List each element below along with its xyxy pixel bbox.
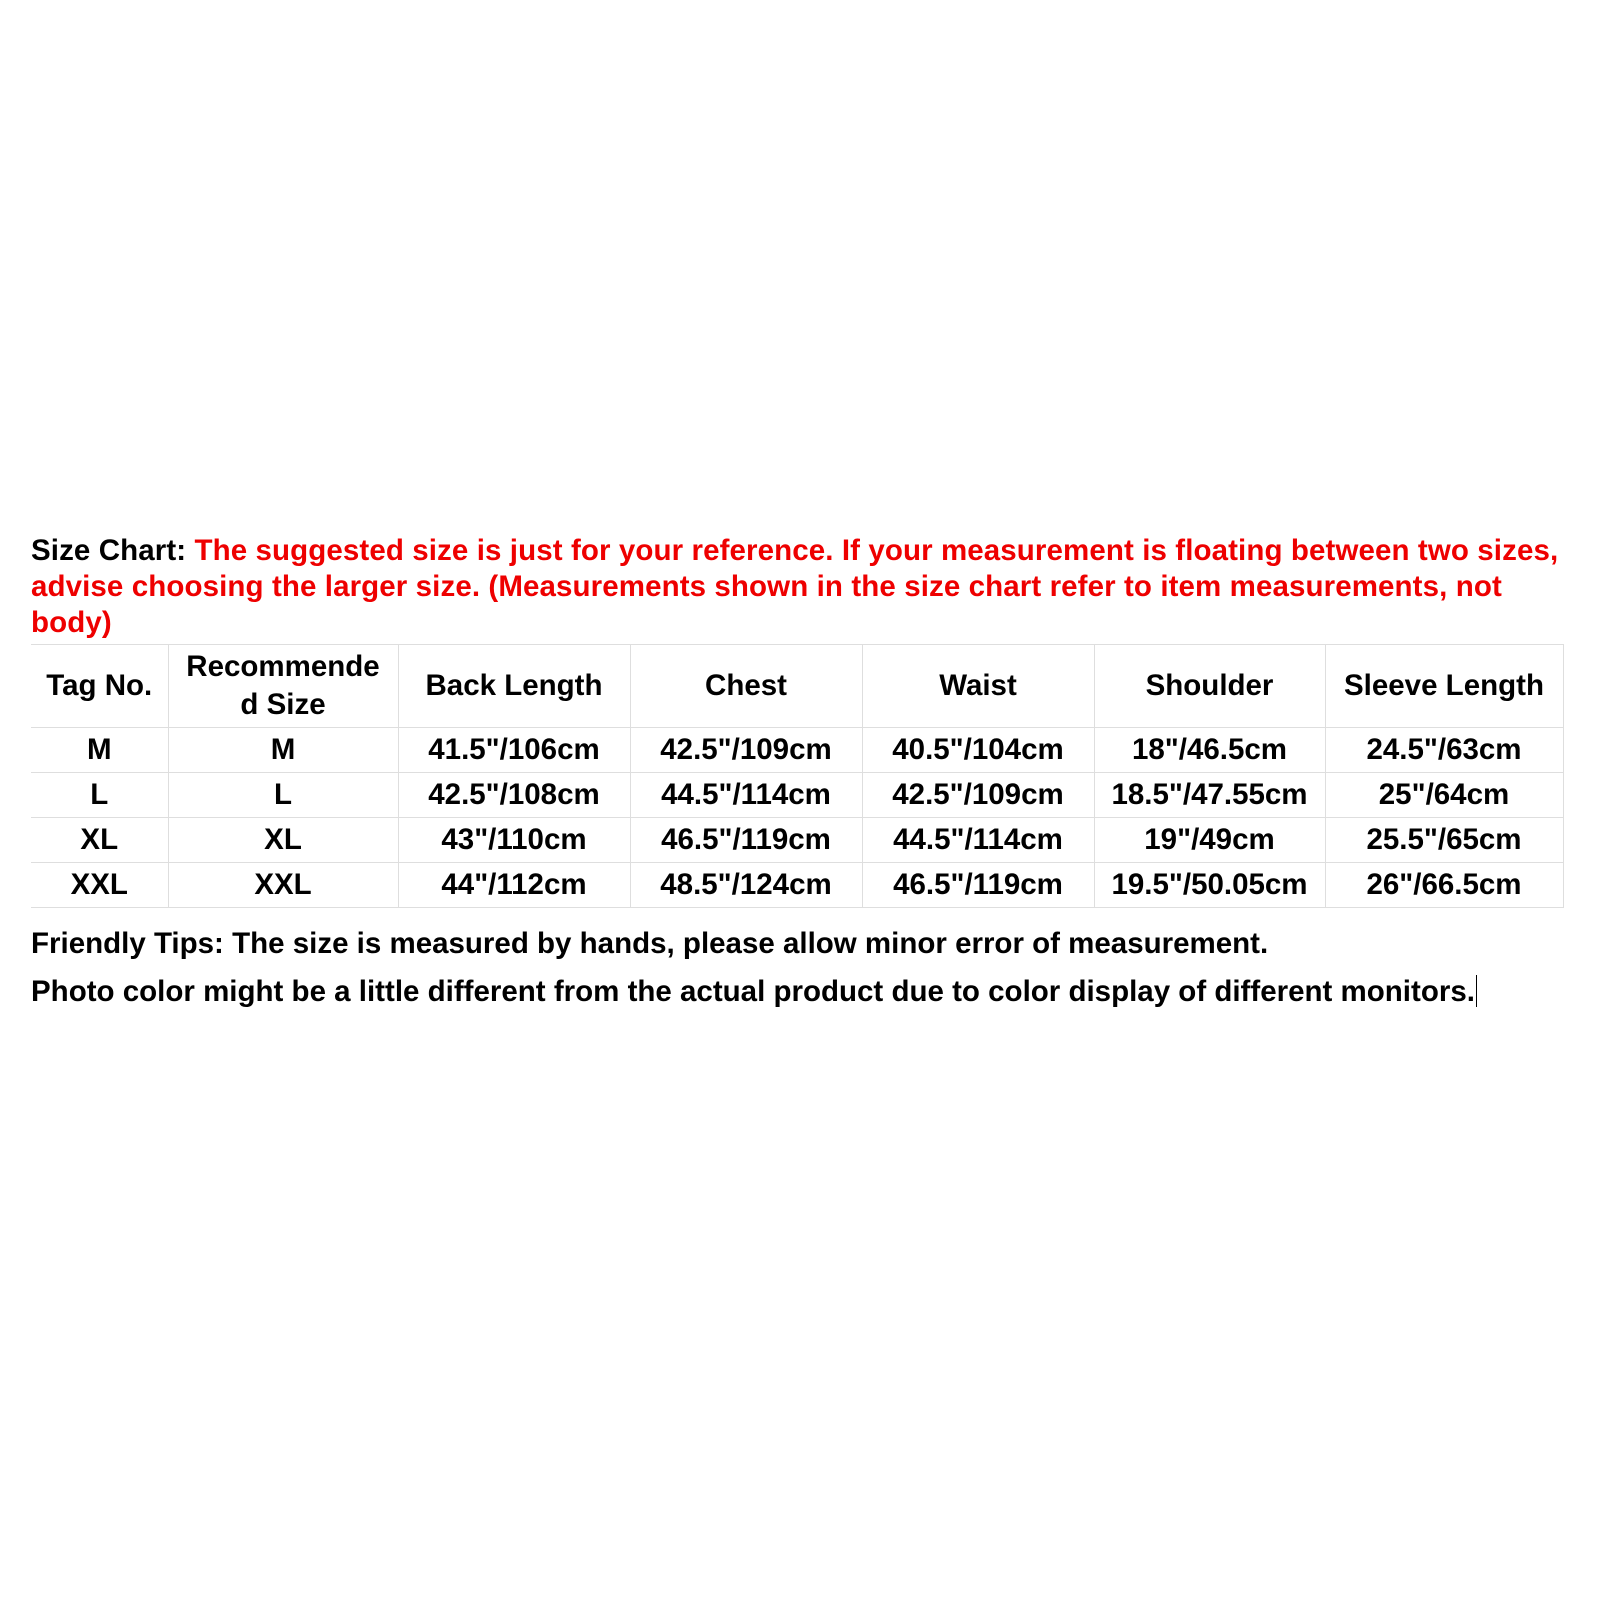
cell-shoulder: 18"/46.5cm (1094, 728, 1325, 773)
cell-shoulder: 19"/49cm (1094, 818, 1325, 863)
friendly-tips: Friendly Tips: The size is measured by hands, please allow minor error of measurement. (31, 927, 1269, 960)
cell-shoulder: 18.5"/47.55cm (1094, 773, 1325, 818)
header-recommended-line1: Recommende (186, 650, 380, 683)
header-recommended-line2: d Size (240, 688, 326, 721)
cell-recommended-size: M (168, 728, 398, 773)
size-chart-intro (31, 533, 1571, 641)
photo-color-note (31, 974, 1571, 1010)
size-chart-label: Size Chart: (31, 534, 187, 567)
cell-sleeve-length: 25"/64cm (1325, 773, 1563, 818)
cell-chest: 42.5"/109cm (630, 728, 862, 773)
size-advice-note: The suggested size is just for your reference. If your measurement is floating between two sizes, advise choosing the larger size. (Measurements shown in the size chart refer to item measurements, not body) (31, 534, 1559, 639)
cell-waist: 44.5"/114cm (862, 818, 1094, 863)
cell-shoulder: 19.5"/50.05cm (1094, 863, 1325, 908)
cell-waist: 40.5"/104cm (862, 728, 1094, 773)
cell-tag-no: XXL (31, 863, 168, 908)
header-tag-no: Tag No. (31, 645, 168, 728)
table-row (31, 818, 1563, 863)
cell-waist: 42.5"/109cm (862, 773, 1094, 818)
photo-color-note-text: Photo color might be a little different from the actual product due to color display of different monitors. (31, 975, 1475, 1008)
cell-back-length: 41.5"/106cm (398, 728, 630, 773)
header-sleeve-length: Sleeve Length (1325, 645, 1563, 728)
header-recommended-size (168, 645, 398, 728)
cell-tag-no: L (31, 773, 168, 818)
cell-back-length: 42.5"/108cm (398, 773, 630, 818)
cell-back-length: 44"/112cm (398, 863, 630, 908)
text-cursor (1476, 975, 1478, 1007)
cell-recommended-size: XXL (168, 863, 398, 908)
header-shoulder: Shoulder (1094, 645, 1325, 728)
header-chest: Chest (630, 645, 862, 728)
table-header-row (31, 645, 1563, 728)
cell-sleeve-length: 25.5"/65cm (1325, 818, 1563, 863)
cell-waist: 46.5"/119cm (862, 863, 1094, 908)
cell-recommended-size: XL (168, 818, 398, 863)
cell-chest: 48.5"/124cm (630, 863, 862, 908)
cell-back-length: 43"/110cm (398, 818, 630, 863)
cell-tag-no: M (31, 728, 168, 773)
table-row (31, 773, 1563, 818)
cell-tag-no: XL (31, 818, 168, 863)
size-chart-document (31, 533, 1571, 1010)
cell-sleeve-length: 26"/66.5cm (1325, 863, 1563, 908)
cell-recommended-size: L (168, 773, 398, 818)
table-row (31, 728, 1563, 773)
cell-chest: 44.5"/114cm (630, 773, 862, 818)
header-waist: Waist (862, 645, 1094, 728)
cell-sleeve-length: 24.5"/63cm (1325, 728, 1563, 773)
cell-chest: 46.5"/119cm (630, 818, 862, 863)
header-back-length: Back Length (398, 645, 630, 728)
table-row (31, 863, 1563, 908)
size-table (31, 644, 1564, 908)
